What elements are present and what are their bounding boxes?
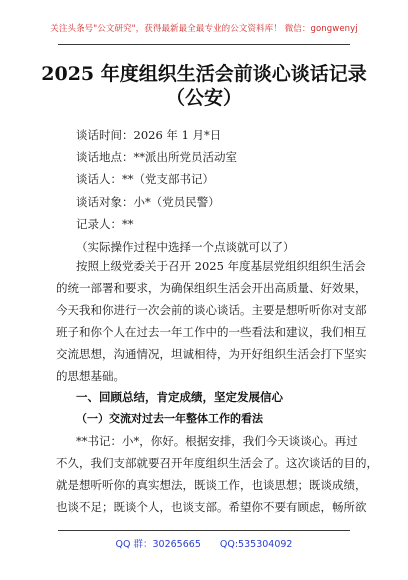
body-line: 就是想听听你的真实想法，既谈工作，也谈思想；既谈成绩， [56,478,367,492]
intro-line: 的统一部署和要求，为确保组织生活会开出高质量、好效果， [56,281,367,295]
intro-paragraph [56,255,367,387]
intro-line: 班子和你个人在过去一年工作中的一些看法和建议，我们相互 [56,325,367,339]
meta-recorder: 记录人：** [76,217,134,231]
subsection-heading-1: （一）交流对过去一年整体工作的看法 [76,412,263,425]
meta-time: 谈话时间：2026 年 1 月*日 [76,128,222,142]
meta-speaker: 谈话人：**（党支部书记） [76,172,214,186]
title-line-1: 2025 年度组织生活会前谈心谈话记录 [41,63,367,85]
meta-place: 谈话地点：**派出所党员活动室 [76,150,237,164]
footer-divider [58,530,350,531]
body-line: **书记：小*，你好。根据安排，我们今天谈谈心。再过 [76,434,358,448]
header-banner: 关注头条号"公文研究"，获得最新最全最专业的公文资料库！ 微信：gongwenyj [50,24,358,34]
body-line: 也谈不足；既谈个人，也谈支部。希望你不要有顾虑，畅所欲 [56,500,367,514]
footer-qq: QQ:535304092 [219,539,293,550]
footer-qq-group: QQ 群：30265665 [115,539,201,550]
document-title [30,62,378,110]
title-line-2: （公安） [165,87,242,109]
body-line: 不久，我们支部就要召开年度组织生活会了。这次谈话的目的， [56,456,378,470]
intro-line: 按照上级党委关于召开 2025 年度基层党组织组织生活会 [76,259,366,273]
header-divider [58,44,350,45]
section-heading-1: 一、回顾总结，肯定成绩，坚定发展信心 [76,390,283,404]
intro-line: 今天我和你进行一次会前的谈心谈话。主要是想听听你对支部 [56,303,367,317]
footer [0,536,408,550]
operation-note: （实际操作过程中选择一个点谈就可以了） [76,240,295,254]
intro-line: 的思想基础。 [56,369,125,383]
meta-target: 谈话对象：小*（党员民警） [76,195,220,209]
intro-line: 交流思想，沟通情况，坦诚相待，为开好组织生活会打下坚实 [56,347,367,361]
body-paragraph [56,430,378,518]
